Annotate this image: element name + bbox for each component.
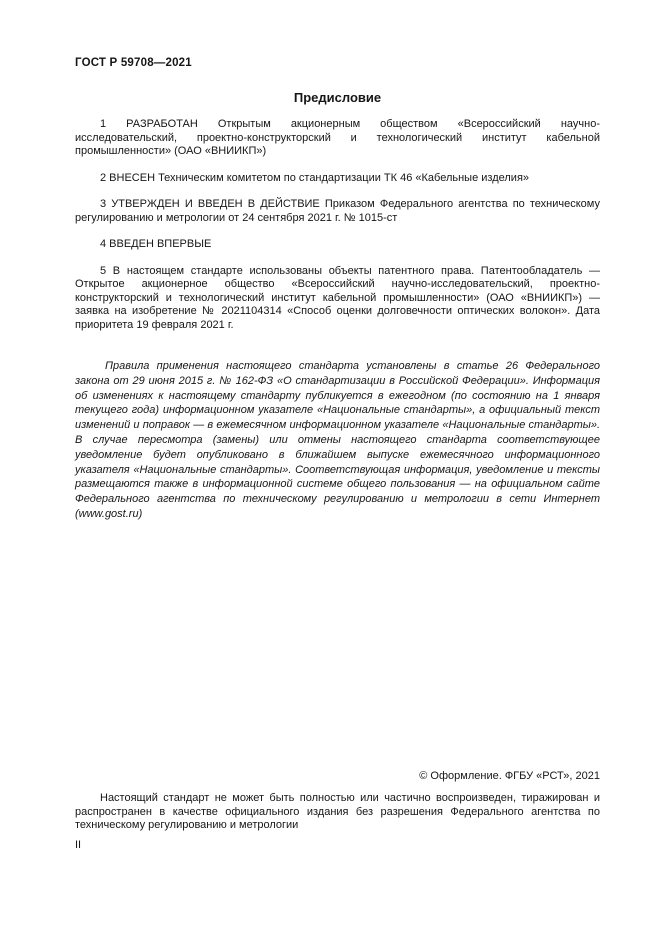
foreword-item-2: 2 ВНЕСЕН Техническим комитетом по стандартизации ТК 46 «Кабельные изделия» [100, 171, 530, 184]
foreword-item-4: 4 ВВЕДЕН ВПЕРВЫЕ [100, 238, 212, 250]
foreword-item-5: 5 В настоящем стандарте использованы объекты патентного права. Патентообладатель — Открытое акционерное общество «Всероссийский научно-исследовательский, проектно-конструкторский и технологический институт кабельной промышленности» (ОАО «ВНИИКП») — заявка на изобретение № 2021104314 «Способ оценки долговечности оптических волокон». Дата приоритета 19 февраля 2021 г. [75, 264, 600, 331]
page-number: II [75, 838, 82, 851]
standard-designation: ГОСТ Р 59708—2021 [75, 57, 192, 69]
page-footer [75, 770, 600, 851]
page-content [75, 57, 600, 522]
foreword-item-1: 1 РАЗРАБОТАН Открытым акционерным обществом «Всероссийский научно-исследовательский, проектно-конструкторский и технологический институт кабельной промышленности» (ОАО «ВНИИКП») [75, 118, 600, 157]
foreword-item-3: 3 УТВЕРЖДЕН И ВВЕДЕН В ДЕЙСТВИЕ Приказом Федерального агентства по техническому регулированию и метрологии от 24 сентября 2021 г. № 1015-ст [75, 198, 600, 224]
foreword-title: Предисловие [293, 90, 382, 105]
reproduction-restriction: Настоящий стандарт не может быть полностью или частично воспроизведен, тиражирован и распространен в качестве официального издания без разрешения Федерального агентства по техническому регулированию и метрологии [75, 792, 600, 831]
application-rules-note: Правила применения настоящего стандарта установлены в статье 26 Федерального закона от 29 июня 2015 г. № 162-ФЗ «О стандартизации в Российской Федерации». Информация об изменениях к настоящему стандарту публикуется в ежегодном (по состоянию на 1 января текущего года) информационном указателе «Национальные стандарты», а официальный текст изменений и поправок — в ежемесячном информационном указателе «Национальные стандарты». В случае пересмотра (замены) или отмены настоящего стандарта соответствующее уведомление будет опубликовано в ближайшем выпуске ежемесячного информационного указателя «Национальные стандарты». Соответствующая информация, уведомление и тексты размещаются также в информационной системе общего пользования — на официальном сайте Федерального агентства по техническому регулированию и метрологии в сети Интернет (www.gost.ru) [75, 360, 600, 520]
copyright-notice: © Оформление. ФГБУ «РСТ», 2021 [419, 770, 600, 782]
